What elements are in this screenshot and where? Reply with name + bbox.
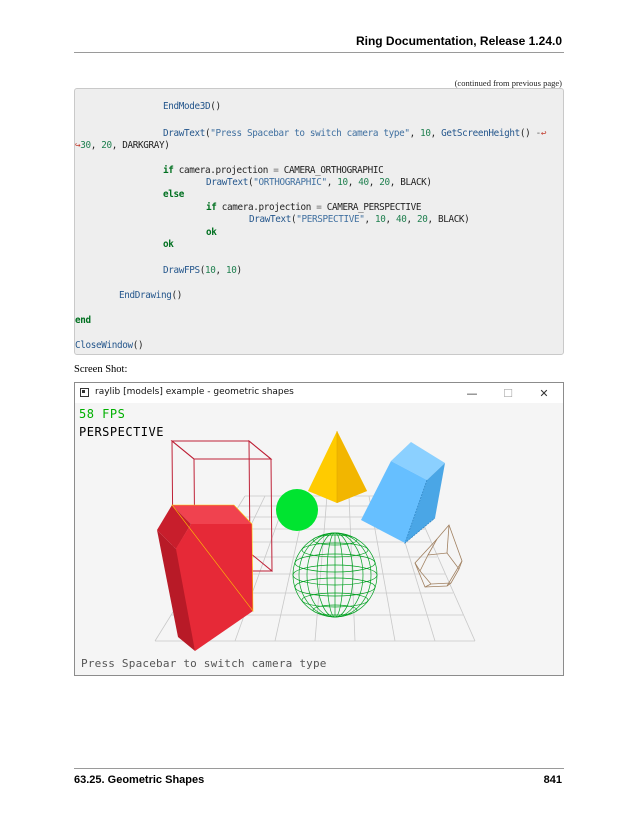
code-token: 20 <box>379 177 390 188</box>
code-line <box>163 265 242 277</box>
code-token: "Press Spacebar to switch camera type" <box>210 128 410 139</box>
header-rule <box>74 52 564 53</box>
code-line <box>206 227 217 239</box>
footer-rule <box>74 768 564 769</box>
code-token: , <box>409 128 421 139</box>
camera-mode-label: PERSPECTIVE <box>79 425 164 439</box>
code-line <box>163 189 184 201</box>
code-token: , BLACK) <box>427 214 470 225</box>
code-token: CAMERA_PERSPECTIVE <box>321 202 422 213</box>
code-line <box>163 165 383 177</box>
code-token: , <box>364 214 375 225</box>
green-wire-sphere <box>293 533 377 617</box>
code-line <box>163 239 174 251</box>
screenshot-caption: Screen Shot: <box>74 364 128 375</box>
close-icon[interactable]: ✕ <box>539 386 549 400</box>
code-token: ok <box>206 227 217 238</box>
code-token: CAMERA_ORTHOGRAPHIC <box>278 165 384 176</box>
code-token: 40 <box>395 214 407 225</box>
line-continuation-icon: ↪ <box>75 140 81 151</box>
code-token: CloseWindow <box>75 340 133 351</box>
code-token: , <box>430 128 442 139</box>
maximize-icon[interactable]: ☐ <box>503 386 513 400</box>
code-token: 10 <box>204 265 216 276</box>
window-title: raylib [models] example - geometric shapes <box>95 387 294 397</box>
render-viewport <box>75 403 563 675</box>
code-token: = <box>273 165 279 176</box>
code-token: , <box>215 265 226 276</box>
code-token: () <box>171 290 182 301</box>
code-token: 20 <box>101 140 112 151</box>
code-token: ( <box>204 128 211 139</box>
code-token: ( <box>247 177 254 188</box>
code-line <box>206 177 432 189</box>
code-token: else <box>163 189 184 200</box>
code-token: - <box>535 128 541 139</box>
code-token: 10 <box>225 265 237 276</box>
code-token: if <box>206 202 217 213</box>
3d-scene <box>75 403 563 675</box>
footer-section-title: 63.25. Geometric Shapes <box>74 774 205 786</box>
code-token: DrawText <box>249 214 291 225</box>
code-token: ) <box>236 265 242 276</box>
app-window-screenshot <box>74 382 564 676</box>
code-token: 10 <box>420 128 431 139</box>
window-titlebar[interactable] <box>75 383 563 403</box>
code-token: end <box>75 315 91 326</box>
code-token: "ORTHOGRAPHIC" <box>253 177 327 188</box>
code-line <box>163 101 221 113</box>
code-line <box>75 140 169 152</box>
code-token: 20 <box>416 214 428 225</box>
code-line <box>119 290 182 302</box>
code-line <box>206 202 421 214</box>
code-token: () <box>132 340 144 351</box>
code-token: if <box>163 165 174 176</box>
code-token: = <box>316 202 322 213</box>
code-token: 40 <box>358 177 369 188</box>
code-token: , DARKGRAY) <box>111 140 170 151</box>
code-token: DrawFPS <box>163 265 200 276</box>
code-token: EndDrawing <box>119 290 172 301</box>
code-token: , <box>406 214 417 225</box>
code-token: camera.projection <box>216 202 317 213</box>
code-line <box>75 340 143 352</box>
code-token: EndMode3D <box>163 101 211 112</box>
code-token: , <box>326 177 338 188</box>
code-token: DrawText <box>206 177 248 188</box>
minimize-icon[interactable]: — <box>466 386 478 400</box>
code-token: 30 <box>80 140 91 151</box>
code-line <box>249 214 469 226</box>
code-token: 10 <box>374 214 386 225</box>
line-continuation-icon: ↩ <box>540 128 547 139</box>
app-window-icon <box>80 388 89 397</box>
code-token: "PERSPECTIVE" <box>296 214 365 225</box>
code-token: () <box>210 101 221 112</box>
blue-cube <box>361 442 445 543</box>
code-token: , <box>90 140 102 151</box>
code-token: camera.projection <box>173 165 274 176</box>
code-token: () <box>519 128 536 139</box>
code-token: ( <box>199 265 205 276</box>
gold-cone <box>308 431 367 503</box>
fps-counter: 58 FPS <box>79 407 126 421</box>
red-cube <box>157 505 253 651</box>
page-header-title: Ring Documentation, Release 1.24.0 <box>355 34 562 48</box>
code-token: , <box>368 177 380 188</box>
lime-sphere <box>276 489 318 531</box>
code-token: DrawText <box>163 128 205 139</box>
code-token: , <box>347 177 359 188</box>
code-token: ok <box>163 239 174 250</box>
code-token: , BLACK) <box>389 177 432 188</box>
code-line <box>75 315 91 327</box>
page-number: 841 <box>543 774 562 786</box>
code-token: GetScreenHeight <box>441 128 520 139</box>
code-block <box>74 88 564 355</box>
code-token: , <box>385 214 396 225</box>
brown-wire-polyhedron <box>415 525 462 587</box>
continued-note: (continued from previous page) <box>454 78 562 88</box>
code-line <box>163 128 546 140</box>
code-token: ( <box>290 214 297 225</box>
instruction-text: Press Spacebar to switch camera type <box>81 657 327 670</box>
code-token: 10 <box>337 177 348 188</box>
